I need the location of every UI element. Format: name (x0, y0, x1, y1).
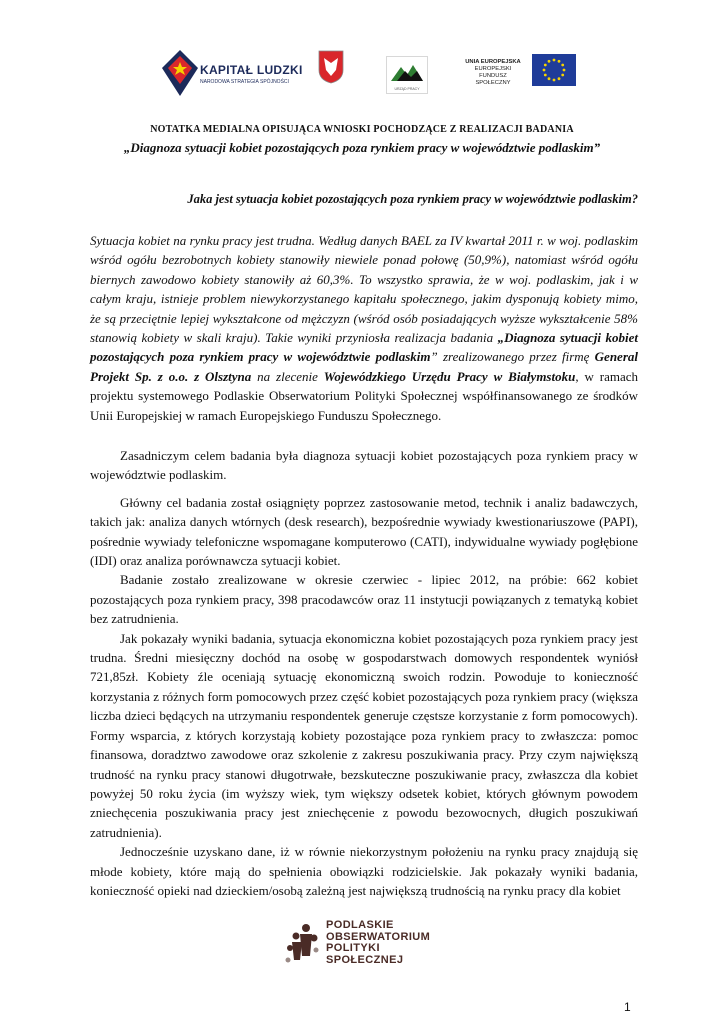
intro-text-4: , w ramach projektu systemowego Podlaskie Obserwatorium Polityki Społecznej współfinansowanego ze środków Unii Europejskiej w ramach Europejskiego Funduszu Społecznego. (90, 368, 639, 423)
kapital-ludzki-subtitle: NARODOWA STRATEGIA SPÓJNOŚCI (200, 79, 289, 85)
body-paragraph: Badanie zostało zrealizowane w okresie czerwiec - lipiec 2012, na próbie: 662 kobiet pozostających poza rynkiem pracy, 398 pracodawców oraz 11 instytucji powiązanych z tematyką kobiet bez zatrudnienia. (90, 572, 638, 627)
pop-line1: PODLASKIE (326, 919, 394, 931)
body-paragraph: Zasadniczym celem badania była diagnoza sytuacji kobiet pozostających poza rynkiem pracy w województwie podlaskim. (90, 448, 638, 483)
pop-logo-text (326, 920, 430, 966)
eu-flag-icon (532, 54, 576, 86)
body-paragraph: Jak pokazały wyniki badania, sytuacja ekonomiczna kobiet pozostających poza rynkiem pracy jest trudna. Średni miesięczny dochód na osobę w gospodarstwach domowych respondentek wyniósł 721,85zł. Kobiety źle oceniają sytuację ekonomiczną swoich rodzin. Powoduje to konieczność korzystania z różnych form pomocowych przez część kobiet pozostających poza rynkiem pracy (większa liczba dzieci będących na utrzymaniu respondentek generuje częstsze korzystanie z form pomocowych). Formy wsparcia, z których korzystają kobiety pozostające poza rynkiem pracy to zwłaszcza: pomoc finansowa, doradztwo zawodowe oraz szkolenie z zakresu poszukiwania pracy. Przy czym największą trudność na rynku pracy stanowi długotrwałe, bezskuteczne poszukiwanie pracy, zwłaszcza dla kobiet powyżej 50 roku życia (im wyższy wiek, tym większy odsetek kobiet, których głównym powodem zniechęcenia poszukiwania pracy jest zniechęcenie z powodu bezowocnych, długich poszukiwań zatrudnienia). (90, 630, 638, 840)
body-paragraph: Jednocześnie uzyskano dane, iż w równie niekorzystnym położeniu na rynku pracy znajdują się młode kobiety, które mają do spełnienia obowiązki rodzicielskie. Jak pokazały wyniki badania, konieczność opieki nad dzieckiem/osobą zależną jest największą trudnością na rynku pracy dla kobiet (90, 844, 638, 898)
intro-study-title: „Diagnoza sytuacji kobiet pozostających poza rynkiem pracy w województwie podlaskim (90, 330, 638, 365)
eu-line2: EUROPEJSKI (474, 66, 512, 72)
intro-text-3: na zlecenie (251, 368, 324, 384)
body-paragraph: Główny cel badania został osiągnięty poprzez zastosowanie metod, technik i analiz badawczych, takich jak: analiza danych wtórnych (desk research), bezpośrednie wywiady kwestionariuszowe (PAPI), pośrednie wywiady telefoniczne wspomagane komputerowo (CATI), indywidualne wywiady pogłębione (IDI) oraz analiza porównawcza sytuacji kobiet. (90, 494, 638, 569)
podlaskie-coat-of-arms-icon (318, 50, 344, 84)
header-logos (0, 44, 724, 106)
body-text (90, 446, 638, 900)
pop-line2: OBSERWATORIUM (326, 930, 431, 943)
study-title: „Diagnoza sytuacji kobiet pozostających poza rynkiem pracy w województwie podlaskim” (123, 140, 601, 155)
intro-client: Wojewódzkiego Urzędu Pracy w Białymstoku (323, 368, 576, 384)
section-question: Jaka jest sytuacja kobiet pozostających poza rynkiem pracy w województwie podlaskim? (187, 192, 638, 206)
eu-line1: UNIA EUROPEJSKA (465, 59, 521, 65)
intro-company: General Projekt Sp. z o.o. z Olsztyna (90, 349, 638, 384)
intro-paragraph (90, 231, 638, 425)
pop-logo (282, 916, 454, 974)
wup-label: URZĄD PRACY (394, 87, 420, 91)
kapital-ludzki-logo (160, 48, 330, 98)
eu-line3: FUNDUSZ SPOŁECZNY (475, 73, 511, 86)
pop-line4: SPOŁECZNEJ (326, 953, 404, 966)
wup-logo (386, 56, 428, 94)
document-heading: NOTATKA MEDIALNA OPISUJĄCA WNIOSKI POCHODZĄCE Z REALIZACJI BADANIA (150, 124, 574, 135)
intro-text-1: Sytuacja kobiet na rynku pracy jest trudna. Według danych BAEL za IV kwartał 2011 r. w woj. podlaskim wśród ogółu bezrobotnych kobiety stanowiły niewiele ponad połowę (50,9%), natomiast wśród ogółu biernych zawodowo kobiety stanowiły aż 60,3%. To wszystko sprawia, że w woj. podlaskim, jak i w całym kraju, istnieje problem niewykorzystanego kapitału społecznego, jakim dysponują kobiety mimo, że są przeciętnie lepiej wykształcone od mężczyzn (wśród osób posiadających wyższe wykształcenie 58% stanowią kobiety w skali kraju). Takie wyniki przyniosła realizacja badania (90, 233, 638, 346)
kapital-ludzki-emblem-icon (160, 48, 200, 98)
pop-people-icon (282, 916, 324, 972)
pop-line3: POLITYKI (326, 942, 380, 954)
intro-text-2: ” zrealizowanego przez firmę (430, 349, 595, 365)
eu-text (462, 59, 524, 87)
page-number: 1 (624, 1000, 631, 1014)
kapital-ludzki-title: KAPITAŁ LUDZKI (200, 63, 303, 77)
wup-mountain-icon (387, 57, 427, 85)
